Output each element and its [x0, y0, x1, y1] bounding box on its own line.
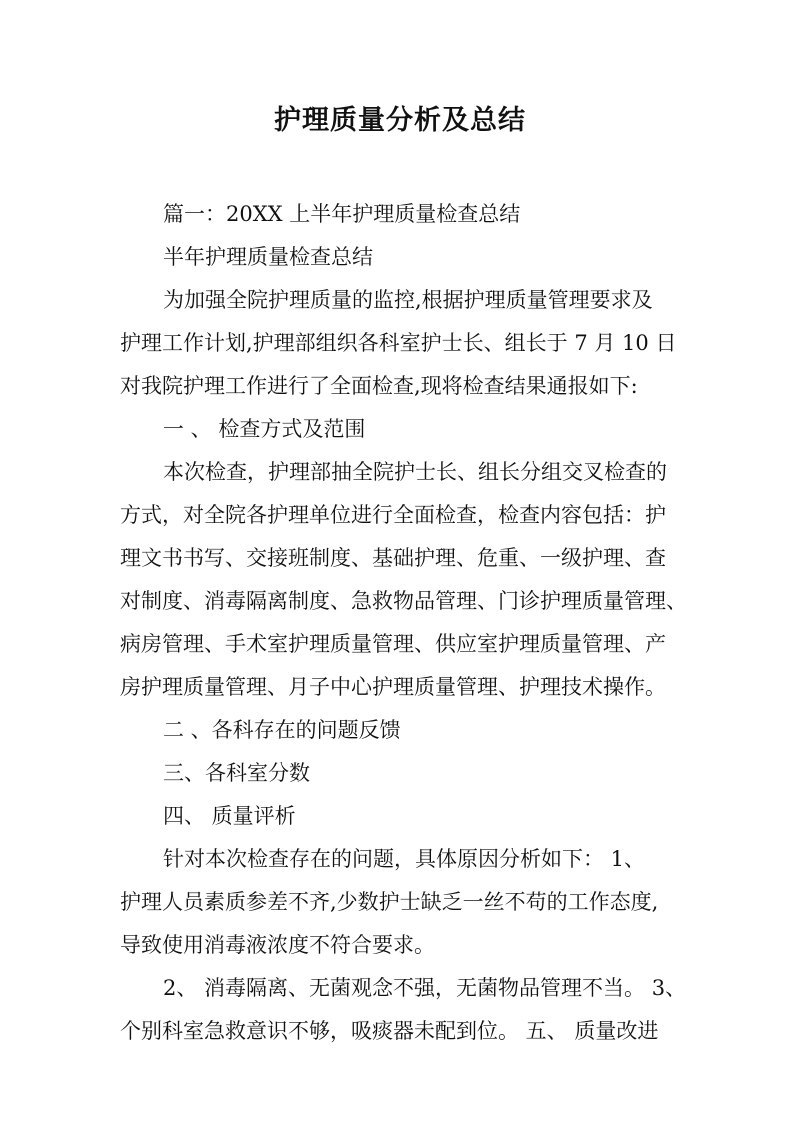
paragraph-line: 对我院护理工作进行了全面检查,现将检查结果通报如下:: [120, 374, 638, 398]
paragraph-line: 个别科室急救意识不够，吸痰器未配到位。 五、 质量改进: [120, 1019, 659, 1043]
paragraph-line: 本次检查，护理部抽全院护士长、组长分组交叉检查的: [163, 460, 667, 484]
paragraph-line: 方式，对全院各护理单位进行全面检查，检查内容包括：护: [120, 503, 666, 527]
document-title: 护理质量分析及总结: [274, 105, 526, 136]
section-heading: 二 、各科存在的问题反馈: [163, 718, 401, 742]
paragraph-line: 为加强全院护理质量的监控,根据护理质量管理要求及: [163, 288, 653, 312]
section-heading: 三、各科室分数: [163, 761, 310, 785]
paragraph-line: 理文书书写、交接班制度、基础护理、危重、一级护理、查: [120, 546, 666, 570]
paragraph-line: 导致使用消毒液浓度不符合要求。: [120, 933, 435, 957]
paragraph-line: 对制度、消毒隔离制度、急救物品管理、门诊护理质量管理、: [120, 589, 687, 613]
section-heading: 篇一：20XX 上半年护理质量检查总结: [163, 202, 521, 226]
paragraph-line: 房护理质量管理、月子中心护理质量管理、护理技术操作。: [120, 675, 666, 699]
paragraph-line: 护理人员素质参差不齐,少数护士缺乏一丝不苟的工作态度,: [120, 890, 659, 914]
paragraph-line: 病房管理、手术室护理质量管理、供应室护理质量管理、产: [120, 632, 666, 656]
subheading: 半年护理质量检查总结: [163, 245, 373, 269]
paragraph-line: 护理工作计划,护理部组织各科室护士长、组长于 7 月 10 日: [120, 331, 677, 355]
paragraph-line: 针对本次检查存在的问题，具体原因分析如下： 1、: [163, 847, 646, 871]
paragraph-line: 2、 消毒隔离、无菌观念不强，无菌物品管理不当。 3、: [163, 976, 687, 1000]
section-heading: 四、 质量评析: [163, 804, 296, 828]
section-heading: 一 、 检查方式及范围: [163, 417, 366, 441]
